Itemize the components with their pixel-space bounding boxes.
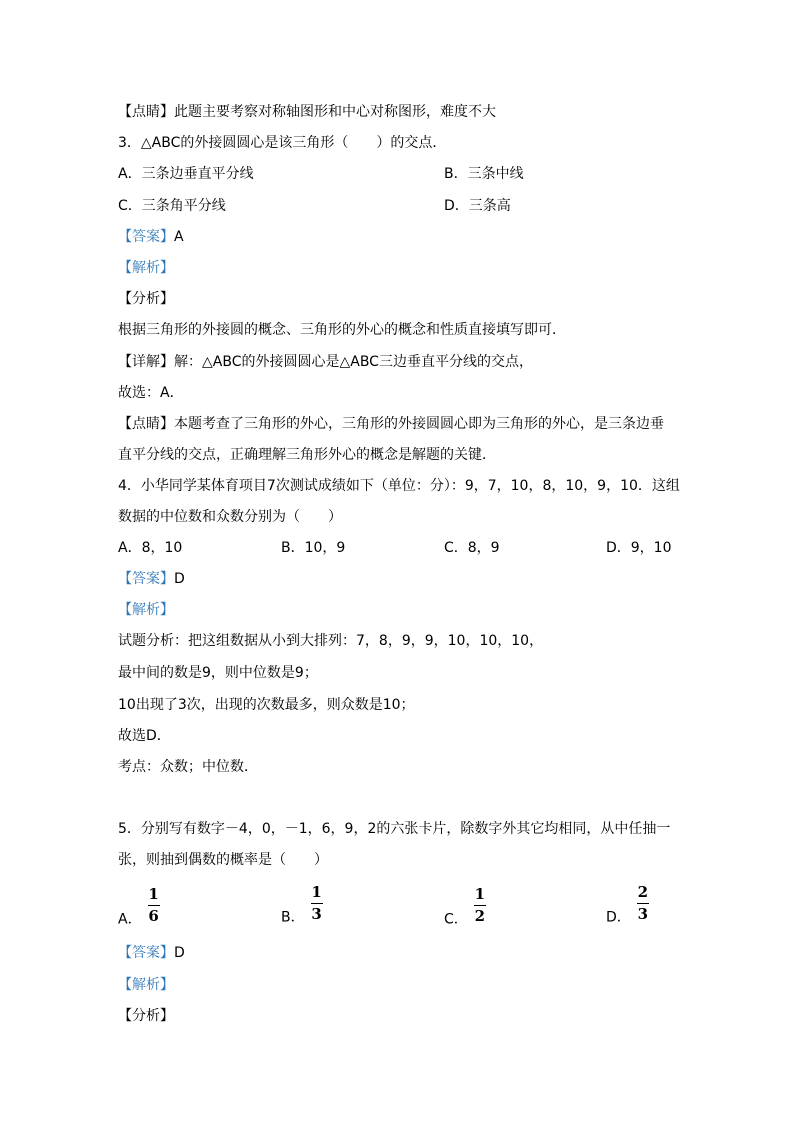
q3-option-d: D．三条高 — [444, 198, 511, 214]
answer-label: 【答案】 — [118, 945, 174, 961]
question-4-line-1: 4．小华同学某体育项目7次测试成绩如下（单位：分）：9，7，10，8，10，9，10．这组 — [118, 478, 680, 494]
q5-option-d: D． $\frac{2}{3}$ — [606, 883, 648, 926]
q4-option-b: B．10，9 — [281, 540, 346, 556]
fraction: $\frac{1}{3}$ — [311, 883, 322, 923]
q4-option-d: D．9，10 — [606, 540, 672, 556]
q4-analysis-label: 【解析】 — [118, 602, 174, 618]
comment-line: 【点睛】此题主要考察对称轴图形和中心对称图形，难度不大 — [118, 104, 496, 120]
answer-label: 【答案】 — [118, 571, 174, 587]
q3-choice: 故选：A． — [118, 385, 184, 401]
question-5-line-1: 5．分别写有数字－4，0，－1，6，9，2的六张卡片，除数字外其它均相同，从中任抽一 — [118, 821, 671, 837]
answer-label: 【答案】 — [118, 229, 174, 245]
fraction: $\frac{1}{2}$ — [474, 885, 485, 925]
q4-solution-5: 考点：众数；中位数． — [118, 759, 258, 775]
answer-value: D — [174, 571, 185, 587]
fraction: $\frac{2}{3}$ — [637, 883, 648, 923]
question-4-line-2: 数据的中位数和众数分别为（ ） — [118, 509, 342, 525]
answer-value: D — [174, 945, 185, 961]
q3-comment-1: 【点睛】本题考查了三角形的外心，三角形的外接圆圆心即为三角形的外心，是三条边垂 — [118, 416, 664, 432]
q5-answer — [118, 944, 185, 962]
q4-solution-3: 10出现了3次，出现的次数最多，则众数是10； — [118, 697, 415, 713]
answer-value: A — [174, 229, 184, 245]
q4-option-c: C．8，9 — [444, 540, 500, 556]
question-5-line-2: 张，则抽到偶数的概率是（ ） — [118, 852, 328, 868]
q3-option-c: C．三条角平分线 — [118, 198, 226, 214]
q5-fx-label: 【分析】 — [118, 1008, 174, 1024]
q3-option-a: A．三条边垂直平分线 — [118, 166, 254, 182]
q4-solution-2: 最中间的数是9，则中位数是9； — [118, 665, 318, 681]
q3-answer — [118, 228, 184, 246]
q3-fx-text: 根据三角形的外接圆的概念、三角形的外心的概念和性质直接填写即可． — [118, 322, 566, 338]
q3-comment-2: 直平分线的交点，正确理解三角形外心的概念是解题的关键． — [118, 447, 496, 463]
question-3: 3．△ABC的外接圆圆心是该三角形（ ）的交点． — [118, 135, 447, 151]
q4-answer — [118, 570, 185, 588]
q3-analysis-label: 【解析】 — [118, 260, 174, 276]
q3-option-b: B．三条中线 — [444, 166, 524, 182]
q5-option-b: B． $\frac{1}{3}$ — [281, 883, 322, 926]
q5-option-a: A． $\frac{1}{6}$ — [118, 885, 159, 928]
fraction: $\frac{1}{6}$ — [148, 885, 159, 925]
q3-fx-label: 【分析】 — [118, 291, 174, 307]
q4-solution-1: 试题分析：把这组数据从小到大排列：7，8，9，9，10，10，10， — [118, 633, 544, 649]
q5-analysis-label: 【解析】 — [118, 977, 174, 993]
q3-detail: 【详解】解：△ABC的外接圆圆心是△ABC三边垂直平分线的交点， — [118, 354, 533, 370]
q4-solution-4: 故选D． — [118, 728, 171, 744]
q4-option-a: A．8，10 — [118, 540, 183, 556]
q5-option-c: C． $\frac{1}{2}$ — [444, 885, 485, 928]
